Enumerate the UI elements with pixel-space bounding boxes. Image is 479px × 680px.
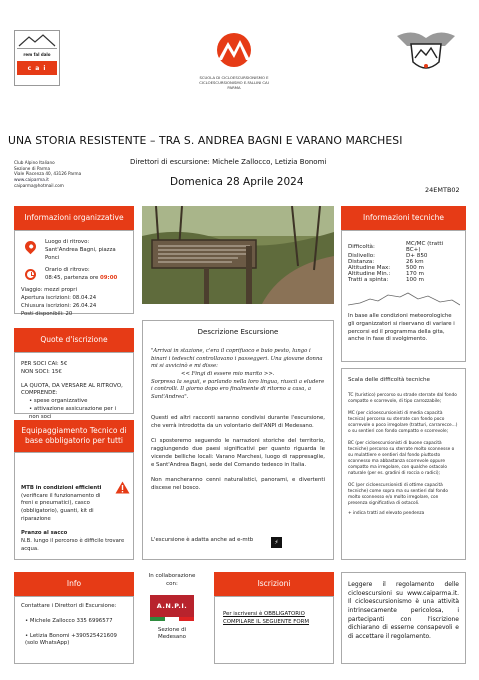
desc-quote: << Fingi di essere mio marito >>. (181, 371, 275, 378)
club-info-line: Club Alpino Italiano (14, 160, 55, 165)
club-info (14, 160, 81, 188)
page-title: UNA STORIA RESISTENTE – TRA S. ANDREA BAGNI E VARANO MARCHESI (8, 134, 403, 147)
collab-label: In collaborazione con: (148, 573, 196, 588)
signup-header-label: Iscrizioni (257, 579, 291, 589)
school-emblem-icon (196, 32, 272, 68)
desc-paragraph: Questi ed altri racconti saranno condivisi durante l'escursione, che verrà introdotta da un volontario dell'ANPI di Medesano. (151, 414, 325, 429)
scale-panel (341, 368, 466, 560)
club-info-line: Sezione di Parma (14, 165, 51, 171)
org-header (14, 206, 134, 230)
tech-panel (341, 230, 466, 362)
event-code: 24EMTB02 (425, 186, 460, 194)
travel: Viaggio: mezzi propri (21, 287, 77, 293)
tech-header (341, 206, 466, 230)
time-value: 08:45, partenza ore (45, 274, 99, 281)
org-header-label: Informazioni organizzative (24, 213, 124, 223)
signup-panel (214, 596, 334, 664)
lunch-label: Pranzo al sacco (21, 530, 68, 537)
bike-text: (verificare il funzionamento di freni e pneumatici), casco (obbligatorio), guanti, kit di riparazione (21, 492, 101, 522)
ebike-icon: ⚡ (271, 537, 282, 548)
info-panel (14, 596, 134, 664)
scale-foot: + indica tratti ad elevato pendenza (348, 511, 425, 517)
tech-row: Tratti a spinta: 100 m (348, 277, 424, 283)
elevation-profile-icon (348, 291, 460, 307)
contact-label: Contattare i Direttori di Escursione: (21, 603, 117, 609)
tech-row: Altitudine Max: 500 m (348, 265, 424, 271)
time-bold: 09:00 (100, 274, 118, 281)
location-pin-icon (23, 239, 39, 255)
bike-label: MTB in condizioni efficienti (21, 485, 102, 491)
equip-header (14, 420, 134, 452)
fee-item: • spese organizzative (29, 398, 88, 405)
fee-non-members: NON SOCI: 15€ (21, 368, 62, 375)
cai-emblem-icon (393, 26, 459, 78)
club-info-line[interactable]: caiparma@hotmail.com (14, 182, 64, 188)
ebike-note: L'escursione è adatta anche ad e-mtb (151, 537, 254, 544)
desc-header: Descrizione Escursione (197, 328, 279, 336)
desc-paragraph: Ci sposteremo seguendo le narrazioni storiche del territorio, raggiungendo due paesi significativi per quanto riguarda le vicende belliche locali: Varano Marchesi, luogo di rappresaglie, e Sant'Andrea Bagni, sede del Comando tedesco in Italia. (151, 437, 325, 469)
tech-row: Altitudine Min.: 170 m (348, 271, 424, 277)
desc-quote: "Arrivai in stazione, c'era il coprifuoco e buio pesto, lungo i binari i tedeschi controllavano i passeggeri. Una giovane donna mi si avvicinò e mi disse: (151, 348, 323, 370)
tech-row: Difficoltà: MC/MC (tratti BC+) (348, 241, 444, 253)
tech-header-label: Informazioni tecniche (363, 213, 444, 223)
desc-quote: Sorpresa la seguii, e parlando nella loro lingua, riuscii a eludere i controlli. Il giorno dopo ero finalmente di ritorno a casa, a Sant'Andrea". (151, 378, 325, 401)
equip-panel (14, 452, 134, 560)
fee-header (14, 328, 134, 352)
fee-panel (14, 352, 134, 420)
desc-paragraph: Non mancheranno cenni naturalistici, panorami, e divertenti discese nel bosco. (151, 477, 325, 492)
club-logo-bottom: c a i (27, 64, 47, 72)
fee-members: PER SOCI CAI: 5€ (21, 361, 68, 367)
signup-close: Chiusura iscrizioni: 26.04.24 (21, 302, 97, 309)
contact-item[interactable]: • Letizia Bonomi +390525421609 (solo WhatsApp) (25, 632, 117, 647)
school-logo (196, 32, 272, 96)
tech-table (348, 241, 459, 283)
trail-photo (142, 206, 334, 304)
scale-item: BC (per cicloescursionisti di buone capacità tecniche) percorso su sterrate molto sconnesse o su mulattiere e sentieri dal fondo piuttosto sconnesso ma abbastanza scorrevole oppure compatto ma irregolare, con qualche ostacolo naturale (per es. gradini di roccia o radici); (348, 440, 455, 476)
reg-text: Leggere il regolamento delle cicloescursioni su www.caiparma.it. Il cicloescursionismo è una attività intrinsecamente pericolosa, i partecipanti con l'iscrizione dichiarano di esserne consapevoli e di accettare il regolamento. (348, 581, 459, 641)
anpi-flag-icon (150, 617, 194, 621)
anpi-logo (150, 595, 194, 617)
meeting-label: Luogo di ritrovo: (45, 239, 90, 245)
collab-panel (142, 572, 202, 664)
club-logo (14, 30, 60, 86)
collab-section: Sezione di Medesano (157, 626, 187, 641)
scale-header: Scala delle difficoltà tecniche (348, 377, 430, 383)
info-header (14, 572, 134, 596)
club-info-line[interactable]: www.caiparma.it (14, 177, 49, 183)
anpi-logo-text: A.N.P.I. (156, 601, 188, 610)
signup-form-link[interactable]: Per iscriversi è OBBLIGATORIO COMPILARE IL SEGUENTE FORM (223, 611, 310, 625)
school-name: SCUOLA DI CICLOESCURSIONISMO E CICLOESCURSIONISMO E.FALLINI CAI PARMA (199, 75, 269, 90)
club-info-line: Viale Piacenza 40, 43126 Parma (14, 171, 82, 177)
tech-row: Dislivello: D+ 850 (348, 253, 428, 259)
tech-row: Distanza: 26 km (348, 259, 424, 265)
seats: Posti disponibili: 20 (21, 310, 73, 317)
directors: Direttori di escursione: Michele Zallocco, Letizia Bonomi (130, 158, 327, 166)
signup-header (214, 572, 334, 596)
fee-note: LA QUOTA, DA VERSARE AL RITROVO, COMPRENDE: (21, 382, 123, 397)
lunch-text: N.B. lungo il percorso è difficile trovare acqua. (21, 538, 125, 552)
signup-open: Apertura iscrizioni: 08.04.24 (21, 294, 97, 301)
warning-icon (115, 481, 130, 494)
club-logo-top: rem fal dalo (23, 52, 51, 57)
fee-header-label: Quote d'iscrizione (40, 335, 108, 345)
tech-note: In base alle condizioni meteorologiche gli organizzatori si riservano di variare i percorsi ed il programma della gita, anche in fase di svolgimento. (348, 313, 455, 343)
mountain-icon (17, 33, 57, 49)
contact-item[interactable]: • Michele Zallocco 335 6996577 (25, 617, 113, 624)
desc-panel (142, 320, 334, 560)
meeting-place: Sant'Andrea Bagni, piazza Ponci (45, 246, 116, 261)
fee-item: • attivazione assicurazione per i non soci (29, 406, 117, 420)
info-header-label: Info (66, 579, 82, 589)
reg-panel (341, 572, 466, 664)
scale-item: OC (per cicloescursionisti di ottime capacità tecniche) come sopra ma su sentieri dal fondo molto sconnesso e/o molto irregolare, con presenza significativa di ostacoli. (348, 483, 449, 507)
scale-item: TC (turistico) percorso su strade sterrate dal fondo compatto e scorrevole, di tipo carrozzabile; (348, 392, 457, 404)
event-date: Domenica 28 Aprile 2024 (170, 176, 304, 188)
equip-header-label: Equipaggiamento Tecnico di base obbligatorio per tutti (21, 426, 127, 445)
clock-icon (25, 269, 36, 280)
scale-item: MC (per cicloescursionisti di media capacità tecnica) percorso su sterrate con fondo poco scorrevole o poco irregolare (tratturi, carrarecce...) o su sentieri con fondo compatto e scorrevole; (348, 410, 458, 434)
time-label: Orario di ritrovo: (45, 267, 90, 273)
org-panel (14, 230, 134, 317)
